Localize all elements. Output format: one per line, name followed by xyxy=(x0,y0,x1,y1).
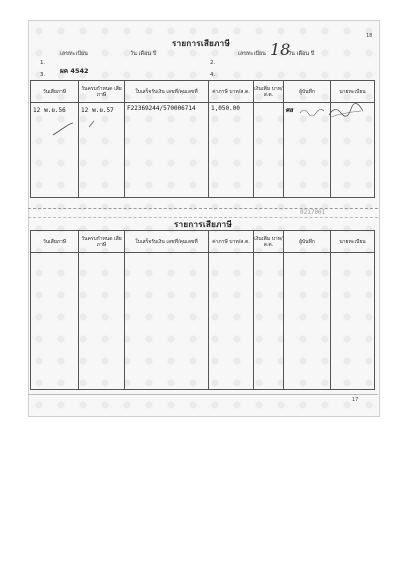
lower-tax-table xyxy=(30,230,375,390)
header-tax-amount: ค่าภาษี บาท/ส.ต. xyxy=(209,81,254,103)
row-marker-3: 3. xyxy=(40,72,46,78)
row-marker-2: 2. xyxy=(210,60,216,66)
row-marker-4: 4. xyxy=(210,72,216,78)
page-number-bottom: 17 xyxy=(352,397,359,403)
reg-no-label-right: เลขทะเบียน xyxy=(238,51,266,57)
reg-no-label-left: เลขทะเบียน xyxy=(60,51,88,57)
bottom-divider xyxy=(28,394,378,395)
recorder-cell: ศส xyxy=(286,107,294,114)
row-marker-1: 1. xyxy=(40,60,46,66)
date-label-left: วัน เดือน ปี xyxy=(130,51,157,57)
header-due-date: วันครบกำหนด เสียภาษี xyxy=(79,81,125,103)
due-date-cell: 12 พ.ย.57 xyxy=(81,107,114,114)
tax-amount-cell: 1,050.00 xyxy=(211,105,240,112)
surcharge-cell xyxy=(254,103,283,107)
lower-header-due-date: วันครบกำหนด เสียภาษี xyxy=(79,231,125,253)
date-label-right: วัน เดือน ปี xyxy=(288,51,315,57)
handwritten-tick xyxy=(87,117,101,131)
header-receipt-no: ใบเสร็จรับเงิน เลขที่/คุมเลขที่ xyxy=(125,81,209,103)
lower-header-registrar: นายทะเบียน xyxy=(331,231,375,253)
table-row xyxy=(31,253,375,390)
lower-header-receipt-no: ใบเสร็จรับเงิน เลขที่/คุมเลขที่ xyxy=(125,231,209,253)
page-number-top: 18 xyxy=(366,33,373,39)
stamp-text: 0217001 xyxy=(300,209,326,216)
header-tax-date: วันเสียภาษี xyxy=(31,81,79,103)
section-divider xyxy=(28,208,378,218)
upper-section-title: รายการเสียภาษี xyxy=(172,39,231,48)
lower-section-title: รายการเสียภาษี xyxy=(174,220,233,229)
handwritten-check-mark xyxy=(51,121,75,137)
registrar-signature xyxy=(325,103,369,121)
handwritten-reg-no: 18 xyxy=(270,40,291,59)
header-registrar: นายทะเบียน xyxy=(331,81,375,103)
table-row xyxy=(31,103,375,198)
lower-header-tax-amount: ค่าภาษี บาท/ส.ต. xyxy=(209,231,254,253)
header-recorder: ผู้บันทึก xyxy=(284,81,331,103)
lower-header-tax-date: วันเสียภาษี xyxy=(31,231,79,253)
license-plate: ผค 4542 xyxy=(60,67,89,75)
tax-date-cell: 12 พ.ย.56 xyxy=(33,107,66,114)
lower-header-surcharge: เงินเพิ่ม บาท/ส.ต. xyxy=(254,231,284,253)
receipt-no-cell: F22369244/570006714 xyxy=(127,105,196,112)
header-surcharge: เงินเพิ่ม บาท/ส.ต. xyxy=(254,81,284,103)
lower-header-recorder: ผู้บันทึก xyxy=(284,231,331,253)
upper-tax-table xyxy=(30,80,375,198)
